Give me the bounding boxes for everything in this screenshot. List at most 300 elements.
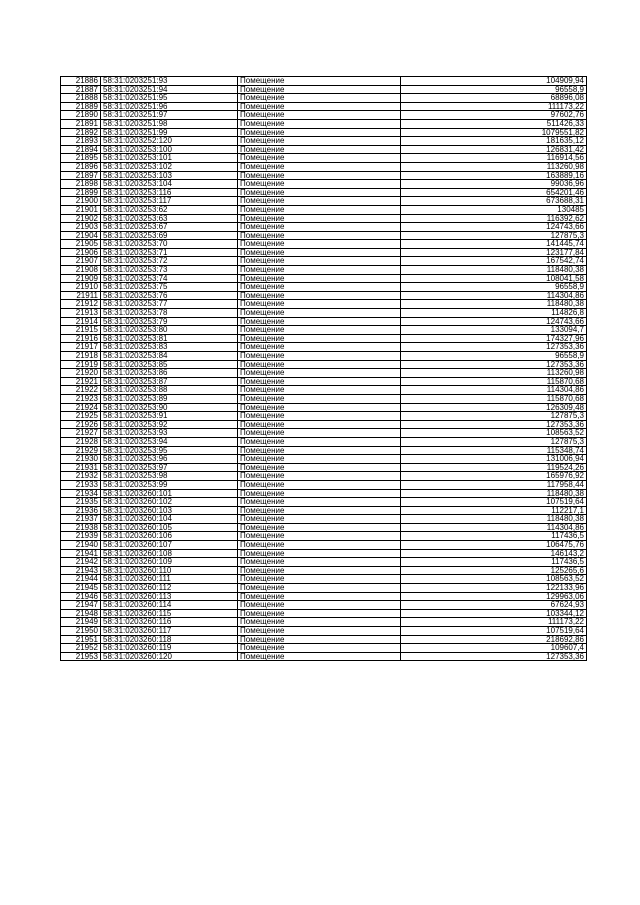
- object-type-cell: Помещение: [238, 644, 401, 653]
- cadastral-value-cell: 116914,56: [401, 154, 587, 163]
- cadastral-value-cell: 131006,94: [401, 455, 587, 464]
- object-type-cell: Помещение: [238, 609, 401, 618]
- cadastral-number-cell: 58:31:0203260:102: [101, 498, 238, 507]
- cadastral-value-cell: 107519,64: [401, 627, 587, 636]
- cadastral-number-cell: 58:31:0203253:101: [101, 154, 238, 163]
- cadastral-number-cell: 58:31:0203253:95: [101, 446, 238, 455]
- cadastral-value-cell: 163889,16: [401, 171, 587, 180]
- table-row: [61, 618, 587, 627]
- row-number-cell: 21951: [61, 635, 101, 644]
- row-number-cell: 21908: [61, 266, 101, 275]
- table-row: [61, 566, 587, 575]
- cadastral-value-cell: 141445,74: [401, 240, 587, 249]
- object-type-cell: Помещение: [238, 154, 401, 163]
- cadastral-value-cell: 114826,8: [401, 309, 587, 318]
- table-row: [61, 162, 587, 171]
- cadastral-value-cell: 106475,76: [401, 541, 587, 550]
- object-type-cell: Помещение: [238, 412, 401, 421]
- table-row: [61, 480, 587, 489]
- cadastral-value-cell: 117958,44: [401, 480, 587, 489]
- object-type-cell: Помещение: [238, 558, 401, 567]
- cadastral-number-cell: 58:31:0203253:96: [101, 455, 238, 464]
- table-row: [61, 188, 587, 197]
- cadastral-number-cell: 58:31:0203253:84: [101, 352, 238, 361]
- object-type-cell: Помещение: [238, 137, 401, 146]
- cadastral-value-cell: 97602,76: [401, 111, 587, 120]
- object-type-cell: Помещение: [238, 584, 401, 593]
- cadastral-number-cell: 58:31:0203253:104: [101, 180, 238, 189]
- cadastral-value-cell: 165976,92: [401, 472, 587, 481]
- cadastral-value-cell: 127353,36: [401, 343, 587, 352]
- row-number-cell: 21934: [61, 489, 101, 498]
- cadastral-number-cell: 58:31:0203253:80: [101, 326, 238, 335]
- cadastral-value-cell: 111173,22: [401, 102, 587, 111]
- table-row: [61, 592, 587, 601]
- cadastral-number-cell: 58:31:0203253:83: [101, 343, 238, 352]
- object-type-cell: Помещение: [238, 463, 401, 472]
- table-row: [61, 506, 587, 515]
- cadastral-number-cell: 58:31:0203253:91: [101, 412, 238, 421]
- object-type-cell: Помещение: [238, 85, 401, 94]
- cadastral-number-cell: 58:31:0203260:116: [101, 618, 238, 627]
- table-row: [61, 446, 587, 455]
- cadastral-number-cell: 58:31:0203253:99: [101, 480, 238, 489]
- cadastral-value-cell: 117436,5: [401, 558, 587, 567]
- table-row: [61, 412, 587, 421]
- table-row: [61, 558, 587, 567]
- table-row: [61, 102, 587, 111]
- cadastral-number-cell: 58:31:0203253:79: [101, 317, 238, 326]
- cadastral-value-cell: 109607,4: [401, 644, 587, 653]
- cadastral-number-cell: 58:31:0203252:120: [101, 137, 238, 146]
- table-row: [61, 635, 587, 644]
- cadastral-value-cell: 117436,5: [401, 532, 587, 541]
- object-type-cell: Помещение: [238, 635, 401, 644]
- cadastral-table: [60, 76, 587, 661]
- row-number-cell: 21893: [61, 137, 101, 146]
- row-number-cell: 21931: [61, 463, 101, 472]
- table-row: [61, 309, 587, 318]
- cadastral-value-cell: 654201,46: [401, 188, 587, 197]
- cadastral-value-cell: 122133,96: [401, 584, 587, 593]
- table-row: [61, 369, 587, 378]
- object-type-cell: Помещение: [238, 498, 401, 507]
- cadastral-number-cell: 58:31:0203253:75: [101, 283, 238, 292]
- cadastral-number-cell: 58:31:0203260:117: [101, 627, 238, 636]
- cadastral-value-cell: 107519,64: [401, 498, 587, 507]
- row-number-cell: 21920: [61, 369, 101, 378]
- object-type-cell: Помещение: [238, 266, 401, 275]
- cadastral-number-cell: 58:31:0203253:86: [101, 369, 238, 378]
- object-type-cell: Помещение: [238, 369, 401, 378]
- object-type-cell: Помещение: [238, 472, 401, 481]
- cadastral-value-cell: 129963,06: [401, 592, 587, 601]
- row-number-cell: 21907: [61, 257, 101, 266]
- object-type-cell: Помещение: [238, 119, 401, 128]
- object-type-cell: Помещение: [238, 592, 401, 601]
- cadastral-value-cell: 146143,2: [401, 549, 587, 558]
- row-number-cell: 21953: [61, 652, 101, 661]
- table-row: [61, 137, 587, 146]
- cadastral-number-cell: 58:31:0203260:105: [101, 523, 238, 532]
- table-row: [61, 334, 587, 343]
- cadastral-value-cell: 114304,86: [401, 291, 587, 300]
- cadastral-value-cell: 673688,31: [401, 197, 587, 206]
- table-row: [61, 128, 587, 137]
- object-type-cell: Помещение: [238, 429, 401, 438]
- row-number-cell: 21900: [61, 197, 101, 206]
- object-type-cell: Помещение: [238, 566, 401, 575]
- object-type-cell: Помещение: [238, 515, 401, 524]
- object-type-cell: Помещение: [238, 446, 401, 455]
- cadastral-value-cell: 133094,7: [401, 326, 587, 335]
- row-number-cell: 21896: [61, 162, 101, 171]
- cadastral-value-cell: 118480,38: [401, 266, 587, 275]
- cadastral-value-cell: 174327,96: [401, 334, 587, 343]
- object-type-cell: Помещение: [238, 420, 401, 429]
- table-row: [61, 180, 587, 189]
- table-row: [61, 171, 587, 180]
- cadastral-number-cell: 58:31:0203260:111: [101, 575, 238, 584]
- table-row: [61, 541, 587, 550]
- row-number-cell: 21914: [61, 317, 101, 326]
- object-type-cell: Помещение: [238, 197, 401, 206]
- table-row: [61, 248, 587, 257]
- row-number-cell: 21906: [61, 248, 101, 257]
- cadastral-value-cell: 96558,9: [401, 85, 587, 94]
- row-number-cell: 21917: [61, 343, 101, 352]
- cadastral-number-cell: 58:31:0203253:87: [101, 377, 238, 386]
- row-number-cell: 21939: [61, 532, 101, 541]
- cadastral-value-cell: 99036,96: [401, 180, 587, 189]
- row-number-cell: 21888: [61, 94, 101, 103]
- row-number-cell: 21942: [61, 558, 101, 567]
- object-type-cell: Помещение: [238, 77, 401, 86]
- row-number-cell: 21947: [61, 601, 101, 610]
- cadastral-number-cell: 58:31:0203253:100: [101, 145, 238, 154]
- cadastral-value-cell: 130485: [401, 205, 587, 214]
- row-number-cell: 21902: [61, 214, 101, 223]
- object-type-cell: Помещение: [238, 171, 401, 180]
- cadastral-value-cell: 127875,3: [401, 412, 587, 421]
- cadastral-number-cell: 58:31:0203253:90: [101, 403, 238, 412]
- row-number-cell: 21909: [61, 274, 101, 283]
- cadastral-value-cell: 218692,86: [401, 635, 587, 644]
- object-type-cell: Помещение: [238, 532, 401, 541]
- row-number-cell: 21887: [61, 85, 101, 94]
- object-type-cell: Помещение: [238, 334, 401, 343]
- row-number-cell: 21928: [61, 437, 101, 446]
- table-row: [61, 575, 587, 584]
- object-type-cell: Помещение: [238, 317, 401, 326]
- row-number-cell: 21891: [61, 119, 101, 128]
- cadastral-number-cell: 58:31:0203260:103: [101, 506, 238, 515]
- table-row: [61, 343, 587, 352]
- table-row: [61, 119, 587, 128]
- object-type-cell: Помещение: [238, 541, 401, 550]
- cadastral-value-cell: 111173,22: [401, 618, 587, 627]
- table-row: [61, 523, 587, 532]
- cadastral-value-cell: 115870,68: [401, 377, 587, 386]
- row-number-cell: 21937: [61, 515, 101, 524]
- row-number-cell: 21889: [61, 102, 101, 111]
- cadastral-value-cell: 116392,62: [401, 214, 587, 223]
- object-type-cell: Помещение: [238, 506, 401, 515]
- object-type-cell: Помещение: [238, 231, 401, 240]
- row-number-cell: 21946: [61, 592, 101, 601]
- row-number-cell: 21933: [61, 480, 101, 489]
- object-type-cell: Помещение: [238, 111, 401, 120]
- object-type-cell: Помещение: [238, 162, 401, 171]
- cadastral-number-cell: 58:31:0203253:94: [101, 437, 238, 446]
- cadastral-number-cell: 58:31:0203253:76: [101, 291, 238, 300]
- cadastral-number-cell: 58:31:0203251:99: [101, 128, 238, 137]
- table-row: [61, 472, 587, 481]
- cadastral-number-cell: 58:31:0203253:116: [101, 188, 238, 197]
- row-number-cell: 21894: [61, 145, 101, 154]
- cadastral-value-cell: 114304,86: [401, 386, 587, 395]
- object-type-cell: Помещение: [238, 437, 401, 446]
- object-type-cell: Помещение: [238, 601, 401, 610]
- cadastral-value-cell: 108563,52: [401, 575, 587, 584]
- cadastral-value-cell: 127353,36: [401, 360, 587, 369]
- row-number-cell: 21940: [61, 541, 101, 550]
- cadastral-number-cell: 58:31:0203253:72: [101, 257, 238, 266]
- table-row: [61, 205, 587, 214]
- object-type-cell: Помещение: [238, 489, 401, 498]
- table-row: [61, 154, 587, 163]
- table-row: [61, 652, 587, 661]
- row-number-cell: 21913: [61, 309, 101, 318]
- cadastral-value-cell: 127353,36: [401, 652, 587, 661]
- row-number-cell: 21922: [61, 386, 101, 395]
- table-row: [61, 437, 587, 446]
- table-row: [61, 463, 587, 472]
- cadastral-number-cell: 58:31:0203260:112: [101, 584, 238, 593]
- object-type-cell: Помещение: [238, 343, 401, 352]
- table-row: [61, 609, 587, 618]
- table-row: [61, 498, 587, 507]
- table-row: [61, 223, 587, 232]
- cadastral-number-cell: 58:31:0203251:98: [101, 119, 238, 128]
- table-row: [61, 300, 587, 309]
- cadastral-value-cell: 127875,3: [401, 437, 587, 446]
- row-number-cell: 21898: [61, 180, 101, 189]
- table-body: [61, 77, 587, 661]
- row-number-cell: 21899: [61, 188, 101, 197]
- cadastral-number-cell: 58:31:0203253:77: [101, 300, 238, 309]
- object-type-cell: Помещение: [238, 291, 401, 300]
- cadastral-value-cell: 68896,08: [401, 94, 587, 103]
- table-row: [61, 420, 587, 429]
- object-type-cell: Помещение: [238, 575, 401, 584]
- cadastral-value-cell: 108563,52: [401, 429, 587, 438]
- object-type-cell: Помещение: [238, 214, 401, 223]
- cadastral-number-cell: 58:31:0203260:109: [101, 558, 238, 567]
- cadastral-value-cell: 127353,36: [401, 420, 587, 429]
- table-row: [61, 214, 587, 223]
- table-row: [61, 627, 587, 636]
- table-row: [61, 360, 587, 369]
- table-row: [61, 85, 587, 94]
- row-number-cell: 21949: [61, 618, 101, 627]
- row-number-cell: 21950: [61, 627, 101, 636]
- object-type-cell: Помещение: [238, 480, 401, 489]
- cadastral-number-cell: 58:31:0203253:88: [101, 386, 238, 395]
- table-row: [61, 601, 587, 610]
- table-row: [61, 291, 587, 300]
- cadastral-number-cell: 58:31:0203260:108: [101, 549, 238, 558]
- row-number-cell: 21927: [61, 429, 101, 438]
- cadastral-number-cell: 58:31:0203253:98: [101, 472, 238, 481]
- cadastral-value-cell: 96558,9: [401, 283, 587, 292]
- cadastral-number-cell: 58:31:0203260:107: [101, 541, 238, 550]
- cadastral-number-cell: 58:31:0203253:102: [101, 162, 238, 171]
- object-type-cell: Помещение: [238, 283, 401, 292]
- row-number-cell: 21912: [61, 300, 101, 309]
- row-number-cell: 21910: [61, 283, 101, 292]
- cadastral-value-cell: 123177,84: [401, 248, 587, 257]
- table-row: [61, 489, 587, 498]
- cadastral-number-cell: 58:31:0203251:95: [101, 94, 238, 103]
- table-row: [61, 532, 587, 541]
- row-number-cell: 21895: [61, 154, 101, 163]
- cadastral-number-cell: 58:31:0203253:85: [101, 360, 238, 369]
- cadastral-value-cell: 126309,48: [401, 403, 587, 412]
- object-type-cell: Помещение: [238, 240, 401, 249]
- cadastral-number-cell: 58:31:0203260:119: [101, 644, 238, 653]
- cadastral-value-cell: 1079551,82: [401, 128, 587, 137]
- table-row: [61, 455, 587, 464]
- cadastral-value-cell: 67624,93: [401, 601, 587, 610]
- cadastral-value-cell: 108041,58: [401, 274, 587, 283]
- table-row: [61, 77, 587, 86]
- object-type-cell: Помещение: [238, 309, 401, 318]
- table-row: [61, 429, 587, 438]
- row-number-cell: 21938: [61, 523, 101, 532]
- table-row: [61, 584, 587, 593]
- object-type-cell: Помещение: [238, 386, 401, 395]
- cadastral-number-cell: 58:31:0203253:89: [101, 394, 238, 403]
- object-type-cell: Помещение: [238, 257, 401, 266]
- cadastral-number-cell: 58:31:0203253:69: [101, 231, 238, 240]
- cadastral-value-cell: 118480,38: [401, 489, 587, 498]
- cadastral-number-cell: 58:31:0203260:110: [101, 566, 238, 575]
- cadastral-value-cell: 115348,74: [401, 446, 587, 455]
- table-row: [61, 377, 587, 386]
- object-type-cell: Помещение: [238, 352, 401, 361]
- row-number-cell: 21892: [61, 128, 101, 137]
- row-number-cell: 21924: [61, 403, 101, 412]
- row-number-cell: 21897: [61, 171, 101, 180]
- row-number-cell: 21921: [61, 377, 101, 386]
- row-number-cell: 21886: [61, 77, 101, 86]
- cadastral-number-cell: 58:31:0203260:101: [101, 489, 238, 498]
- object-type-cell: Помещение: [238, 360, 401, 369]
- object-type-cell: Помещение: [238, 205, 401, 214]
- table-row: [61, 240, 587, 249]
- cadastral-number-cell: 58:31:0203260:104: [101, 515, 238, 524]
- cadastral-value-cell: 104909,94: [401, 77, 587, 86]
- row-number-cell: 21918: [61, 352, 101, 361]
- row-number-cell: 21929: [61, 446, 101, 455]
- cadastral-number-cell: 58:31:0203253:78: [101, 309, 238, 318]
- table-row: [61, 266, 587, 275]
- row-number-cell: 21926: [61, 420, 101, 429]
- row-number-cell: 21945: [61, 584, 101, 593]
- cadastral-value-cell: 113260,98: [401, 162, 587, 171]
- table-row: [61, 94, 587, 103]
- cadastral-number-cell: 58:31:0203260:106: [101, 532, 238, 541]
- table-row: [61, 326, 587, 335]
- row-number-cell: 21923: [61, 394, 101, 403]
- cadastral-value-cell: 118480,38: [401, 515, 587, 524]
- table-row: [61, 145, 587, 154]
- cadastral-number-cell: 58:31:0203253:97: [101, 463, 238, 472]
- cadastral-value-cell: 124743,66: [401, 317, 587, 326]
- table-row: [61, 111, 587, 120]
- cadastral-number-cell: 58:31:0203253:67: [101, 223, 238, 232]
- cadastral-number-cell: 58:31:0203260:115: [101, 609, 238, 618]
- object-type-cell: Помещение: [238, 523, 401, 532]
- row-number-cell: 21890: [61, 111, 101, 120]
- object-type-cell: Помещение: [238, 455, 401, 464]
- table-row: [61, 231, 587, 240]
- object-type-cell: Помещение: [238, 94, 401, 103]
- row-number-cell: 21930: [61, 455, 101, 464]
- cadastral-number-cell: 58:31:0203253:71: [101, 248, 238, 257]
- row-number-cell: 21932: [61, 472, 101, 481]
- cadastral-value-cell: 103344,12: [401, 609, 587, 618]
- cadastral-value-cell: 114304,86: [401, 523, 587, 532]
- table-row: [61, 644, 587, 653]
- cadastral-number-cell: 58:31:0203253:73: [101, 266, 238, 275]
- row-number-cell: 21936: [61, 506, 101, 515]
- table-row: [61, 386, 587, 395]
- cadastral-number-cell: 58:31:0203253:81: [101, 334, 238, 343]
- row-number-cell: 21948: [61, 609, 101, 618]
- object-type-cell: Помещение: [238, 128, 401, 137]
- cadastral-number-cell: 58:31:0203251:93: [101, 77, 238, 86]
- table-row: [61, 403, 587, 412]
- object-type-cell: Помещение: [238, 627, 401, 636]
- object-type-cell: Помещение: [238, 549, 401, 558]
- cadastral-value-cell: 126831,42: [401, 145, 587, 154]
- object-type-cell: Помещение: [238, 394, 401, 403]
- cadastral-value-cell: 112217,1: [401, 506, 587, 515]
- table-row: [61, 317, 587, 326]
- object-type-cell: Помещение: [238, 188, 401, 197]
- cadastral-number-cell: 58:31:0203253:92: [101, 420, 238, 429]
- row-number-cell: 21943: [61, 566, 101, 575]
- cadastral-value-cell: 181635,12: [401, 137, 587, 146]
- object-type-cell: Помещение: [238, 274, 401, 283]
- cadastral-number-cell: 58:31:0203253:62: [101, 205, 238, 214]
- table-row: [61, 394, 587, 403]
- cadastral-value-cell: 113260,98: [401, 369, 587, 378]
- cadastral-number-cell: 58:31:0203260:114: [101, 601, 238, 610]
- table-row: [61, 549, 587, 558]
- cadastral-number-cell: 58:31:0203260:120: [101, 652, 238, 661]
- cadastral-value-cell: 167542,74: [401, 257, 587, 266]
- cadastral-number-cell: 58:31:0203251:96: [101, 102, 238, 111]
- object-type-cell: Помещение: [238, 652, 401, 661]
- cadastral-value-cell: 115870,68: [401, 394, 587, 403]
- cadastral-number-cell: 58:31:0203253:70: [101, 240, 238, 249]
- object-type-cell: Помещение: [238, 326, 401, 335]
- cadastral-value-cell: 124743,66: [401, 223, 587, 232]
- table-row: [61, 274, 587, 283]
